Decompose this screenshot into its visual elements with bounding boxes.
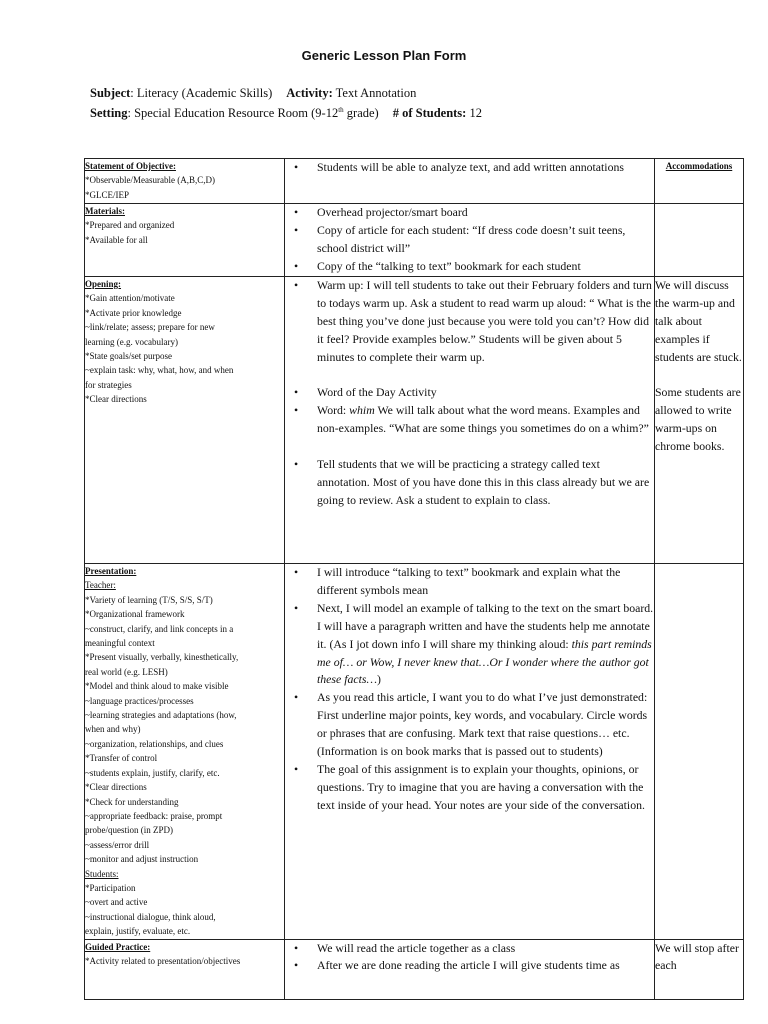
setting-students-line: [90, 106, 482, 121]
presentation-row: [85, 564, 744, 940]
opening-note: ~explain task: why, what, how, and when: [85, 365, 234, 376]
teacher-note: probe/question (in ZPD): [85, 825, 173, 836]
guided-content-cell: [285, 939, 655, 999]
list-item: • I will introduce “talking to text” bookmark and explain what the different symbols mean: [294, 565, 621, 597]
opening-note: *Gain attention/motivate: [85, 293, 175, 304]
materials-row: [85, 204, 744, 277]
opening-row: [85, 277, 744, 564]
setting-superscript: th: [338, 106, 344, 114]
opening-note: ~link/relate; assess; prepare for new: [85, 322, 215, 333]
materials-heading: Materials:: [85, 206, 125, 216]
students-value: 12: [466, 106, 482, 121]
list-item: • Tell students that we will be practicing a strategy called text annotation. Most of you have done this in this class already but we are going to review. Ask a student to explain to class.: [294, 457, 650, 507]
teacher-note: *Present visually, verbally, kinesthetically,: [85, 652, 239, 663]
student-note: *Participation: [85, 882, 136, 893]
teacher-note: *Check for understanding: [85, 796, 179, 807]
student-note: explain, justify, evaluate, etc.: [85, 926, 191, 937]
objective-heading: Statement of Objective:: [85, 161, 176, 171]
opening-note: for strategies: [85, 379, 132, 390]
activity-label: Activity:: [286, 86, 333, 100]
objective-note: *Observable/Measurable (A,B,C,D): [85, 175, 215, 186]
accommodations-heading: Accommodations: [665, 161, 733, 171]
opening-content-cell: [285, 277, 655, 564]
teacher-note: *Model and think aloud to make visible: [85, 681, 229, 692]
teacher-note: ~students explain, justify, clarify, etc.: [85, 767, 220, 778]
guided-practice-row: [85, 939, 744, 999]
objective-note: *GLCE/IEP: [85, 189, 129, 200]
guided-accommodation-cell: [655, 939, 744, 999]
list-item: • Copy of the “talking to text” bookmark for each student: [294, 258, 581, 273]
teacher-note: ~appropriate feedback: praise, prompt: [85, 810, 223, 821]
accommodation-text: Some students are allowed to write warm-ups on chrome books.: [655, 385, 741, 454]
setting-value: : Special Education Resource Room (9-12: [127, 106, 339, 121]
list-item: • After we are done reading the article I will give students time as: [294, 958, 620, 973]
list-item: • Warm up: I will tell students to take out their February folders and turn to todays warm up. Ask a student to read warm up aloud: “ What is the best thing you’ve done just because you were told you can’t? How did it feel? Provide examples below.” Students will be given about 5 minutes to complete their warm up.: [294, 278, 652, 364]
subject-label: Subject: [90, 86, 131, 100]
materials-label-cell: [85, 204, 285, 277]
presentation-heading: Presentation:: [85, 566, 137, 576]
document-title: Generic Lesson Plan Form: [301, 48, 467, 63]
guided-note: *Activity related to presentation/objectives: [85, 955, 241, 966]
opening-note: *Activate prior knowledge: [85, 307, 182, 318]
subject-value: : Literacy (Academic Skills): [130, 86, 273, 100]
teacher-note: ~learning strategies and adaptations (how,: [85, 710, 237, 721]
opening-heading: Opening:: [85, 279, 122, 289]
presentation-accommodation-cell: [655, 564, 744, 940]
teacher-note: *Clear directions: [85, 782, 147, 793]
list-item: • Word of the Day Activity: [294, 385, 437, 400]
presentation-content-cell: [285, 564, 655, 940]
teacher-note: *Variety of learning (T/S, S/S, S/T): [85, 594, 213, 605]
think-aloud-example: this part reminds me of… or Wow, I never knew that…Or I wonder where the author got these facts…: [317, 636, 652, 687]
student-note: ~overt and active: [85, 897, 148, 908]
presentation-label-cell: [85, 564, 285, 940]
guided-heading: Guided Practice:: [85, 941, 151, 952]
objective-content-cell: [285, 159, 655, 204]
setting-value-end: grade): [343, 106, 379, 121]
list-item: • We will read the article together as a class: [294, 940, 516, 955]
word-of-day: whim: [349, 403, 375, 418]
teacher-note: ~language practices/processes: [85, 695, 194, 706]
objective-row: [85, 159, 744, 204]
materials-note: *Available for all: [85, 234, 148, 245]
accommodations-header-cell: [655, 159, 744, 204]
objective-label-cell: [85, 159, 285, 204]
list-item: • Overhead projector/smart board: [294, 205, 468, 219]
subject-activity-line: [90, 86, 416, 101]
list-item: • As you read this article, I want you to do what I’ve just demonstrated: First underline major points, key words, and vocabulary. Circle words or phrases that are confusing. Mark text that raise questions… etc. (Information is on book marks that is passed out to students): [294, 690, 648, 759]
teacher-note: ~monitor and adjust instruction: [85, 854, 199, 865]
list-item: • Students will be able to analyze text, and add written annotations: [294, 160, 624, 174]
lesson-plan-table: [84, 158, 744, 1000]
list-item: • Copy of article for each student: “If dress code doesn’t suit teens, school district will”: [294, 222, 626, 255]
accommodation-text: We will stop after each: [655, 940, 739, 973]
opening-accommodation-cell: [655, 277, 744, 564]
list-item: • The goal of this assignment is to explain your thoughts, opinions, or questions. Try to imagine that you are having a conversation with the text inside of your head. Your notes are your side of the conversation.: [294, 761, 645, 812]
list-item: • Next, I will model an example of talking to the text on the smart board. I will have a paragraph written and have the students help me annotate it. (As I jot down info I will share my thinking aloud: this part reminds me of… or Wow, I never knew that…Or I wonder where the author got these facts…): [294, 600, 654, 687]
opening-label-cell: [85, 277, 285, 564]
opening-note: *State goals/set purpose: [85, 351, 172, 362]
teacher-note: when and why): [85, 724, 141, 735]
teacher-heading: Teacher:: [85, 580, 116, 591]
teacher-note: *Organizational framework: [85, 609, 185, 620]
guided-label-cell: [85, 939, 285, 999]
teacher-note: ~organization, relationships, and clues: [85, 738, 224, 749]
opening-note: *Clear directions: [85, 394, 147, 405]
materials-content-cell: [285, 204, 655, 277]
teacher-note: meaningful context: [85, 638, 155, 649]
materials-accommodation-cell: [655, 204, 744, 277]
accommodation-text: We will discuss the warm-up and talk about examples if students are stuck.: [655, 278, 742, 364]
materials-note: *Prepared and organized: [85, 220, 175, 231]
list-item: • Word: whim We will talk about what the word means. Examples and non-examples. “What are some things you sometimes do on a whim?”: [294, 403, 649, 436]
teacher-note: ~assess/error drill: [85, 839, 150, 850]
setting-label: Setting: [90, 106, 128, 121]
student-note: ~instructional dialogue, think aloud,: [85, 911, 216, 922]
teacher-note: *Transfer of control: [85, 753, 158, 764]
students-label: # of Students:: [392, 106, 467, 121]
teacher-note: real world (e.g. LESH): [85, 666, 168, 677]
opening-note: learning (e.g. vocabulary): [85, 336, 178, 347]
teacher-note: ~construct, clarify, and link concepts in a: [85, 623, 234, 634]
students-heading: Students:: [85, 868, 119, 879]
activity-value: Text Annotation: [332, 86, 417, 100]
